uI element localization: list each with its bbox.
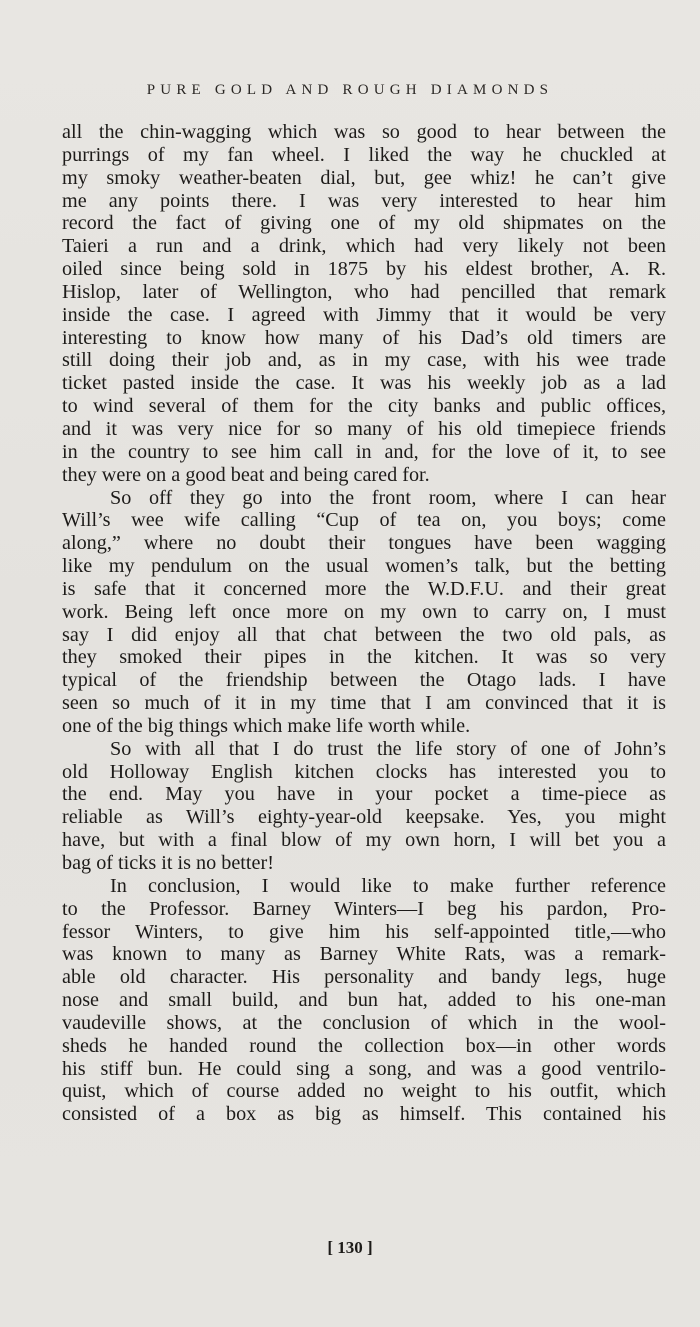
text-line: me any points there. I was very interested to hear him — [62, 189, 666, 212]
text-line: still doing their job and, as in my case, with his wee trade — [62, 349, 666, 372]
text-line: have, but with a final blow of my own horn, I will bet you a — [62, 829, 666, 852]
text-line: nose and small build, and bun hat, added to his one-man — [62, 989, 666, 1012]
text-line: work. Being left once more on my own to carry on, I must — [62, 600, 666, 623]
text-line: they smoked their pipes in the kitchen. It was so very — [62, 646, 666, 669]
text-line: old Holloway English kitchen clocks has interested you to — [62, 760, 666, 783]
text-line: record the fact of giving one of my old shipmates on the — [62, 212, 666, 235]
body-text — [62, 121, 666, 1126]
text-line: was known to many as Barney White Rats, was a remark- — [62, 943, 666, 966]
text-line: purrings of my fan wheel. I liked the way he chuckled at — [62, 143, 666, 166]
text-line: So off they go into the front room, where I can hear — [110, 486, 666, 509]
text-line: to the Professor. Barney Winters—I beg his pardon, Pro- — [62, 897, 666, 920]
text-line: say I did enjoy all that chat between the two old pals, as — [62, 623, 666, 646]
running-head: PURE GOLD AND ROUGH DIAMONDS — [146, 82, 554, 98]
text-line: Hislop, later of Wellington, who had pencilled that remark — [62, 280, 666, 303]
text-line: they were on a good beat and being cared for. — [62, 463, 430, 486]
text-line: ticket pasted inside the case. It was his weekly job as a lad — [62, 372, 666, 395]
text-line: bag of ticks it is no better! — [62, 852, 274, 874]
text-line: interesting to know how many of his Dad’s old timers are — [62, 326, 666, 349]
text-line: is safe that it concerned more the W.D.F.U. and their great — [62, 577, 666, 600]
text-line: to wind several of them for the city banks and public offices, — [62, 395, 666, 418]
text-line: and it was very nice for so many of his old timepiece friends — [62, 417, 666, 440]
text-line: typical of the friendship between the Otago lads. I have — [62, 669, 666, 692]
text-line: able old character. His personality and bandy legs, huge — [62, 966, 666, 989]
text-line: In conclusion, I would like to make further reference — [110, 874, 666, 897]
text-line: Taieri a run and a drink, which had very likely not been — [62, 235, 666, 258]
text-line: all the chin-wagging which was so good to hear between the — [62, 121, 666, 143]
text-line: one of the big things which make life worth while. — [62, 714, 471, 737]
text-line: consisted of a box as big as himself. This contained his — [62, 1103, 666, 1126]
text-line: his stiff bun. He could sing a song, and was a good ventrilo- — [62, 1057, 666, 1080]
text-line: So with all that I do trust the life story of one of John’s — [110, 737, 666, 760]
text-line: fessor Winters, to give him his self-appointed title,—who — [62, 920, 666, 943]
text-line: seen so much of it in my time that I am convinced that it is — [62, 692, 666, 715]
text-line: along,” where no doubt their tongues have been wagging — [62, 532, 666, 555]
page-number: [ 130 ] — [327, 1238, 373, 1257]
text-line: my smoky weather-beaten dial, but, gee whiz! he can’t give — [62, 166, 666, 189]
text-line: vaudeville shows, at the conclusion of which in the wool- — [62, 1011, 666, 1034]
text-line: like my pendulum on the usual women’s talk, but the betting — [62, 555, 666, 578]
text-line: the end. May you have in your pocket a time-piece as — [62, 783, 666, 806]
text-line: Will’s wee wife calling “Cup of tea on, you boys; come — [62, 509, 666, 532]
text-line: sheds he handed round the collection box—in other words — [62, 1034, 666, 1057]
text-line: in the country to see him call in and, for the love of it, to see — [62, 440, 666, 463]
text-line: oiled since being sold in 1875 by his eldest brother, A. R. — [62, 258, 666, 281]
text-line: quist, which of course added no weight to his outfit, which — [62, 1080, 666, 1103]
text-line: reliable as Will’s eighty-year-old keepsake. Yes, you might — [62, 806, 666, 829]
text-line: inside the case. I agreed with Jimmy that it would be very — [62, 303, 666, 326]
